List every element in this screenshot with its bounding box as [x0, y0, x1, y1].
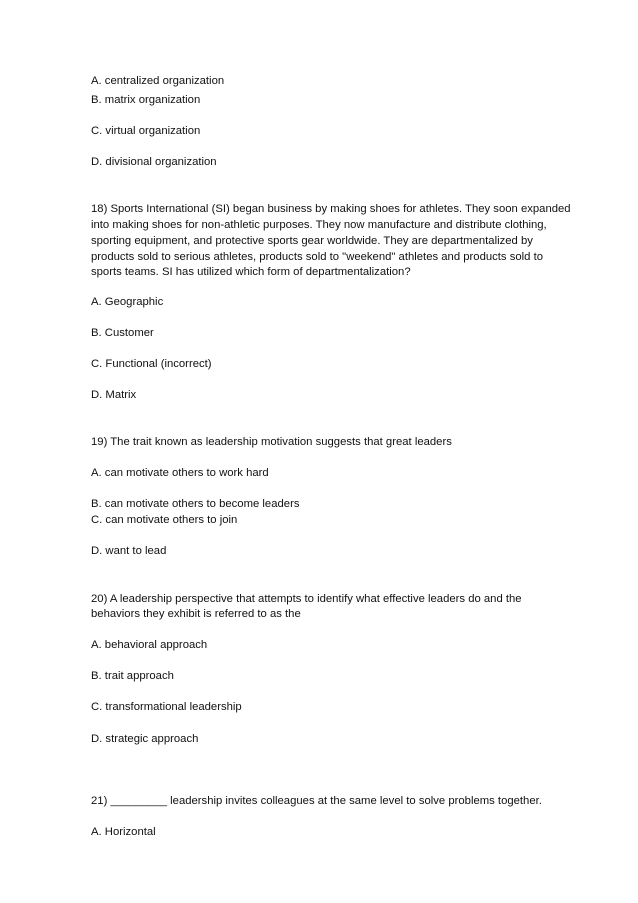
q18-option-c: C. Functional (incorrect)	[91, 358, 212, 370]
q18-option-d: D. Matrix	[91, 389, 137, 401]
q20-option-c: C. transformational leadership	[91, 701, 242, 713]
q21-option-a: A. Horizontal	[91, 826, 156, 838]
q17-option-c: C. virtual organization	[91, 125, 201, 137]
q19-option-d: D. want to lead	[91, 545, 167, 557]
q18-option-a: A. Geographic	[91, 296, 164, 308]
q17-option-b: B. matrix organization	[91, 94, 201, 106]
q20-option-d: D. strategic approach	[91, 733, 199, 745]
q18-stem-line-1: 18) Sports International (SI) began business by making shoes for athletes. They soon expanded	[91, 203, 571, 215]
q18-option-b: B. Customer	[91, 327, 154, 339]
q18-stem-line-4: products sold to serious athletes, products sold to "weekend" athletes and products sold to	[91, 251, 544, 263]
q19-option-b: B. can motivate others to become leaders	[91, 498, 300, 510]
q17-option-a: A. centralized organization	[91, 75, 225, 87]
q20-stem-line-1: 20) A leadership perspective that attempts to identify what effective leaders do and the	[91, 593, 522, 605]
q20-option-a: A. behavioral approach	[91, 639, 208, 651]
q21-stem: 21) _________ leadership invites colleagues at the same level to solve problems together.	[91, 795, 542, 807]
q19-option-a: A. can motivate others to work hard	[91, 467, 269, 479]
q18-stem-line-5: sports teams. SI has utilized which form of departmentalization?	[91, 266, 411, 278]
q20-stem-line-2: behaviors they exhibit is referred to as the	[91, 608, 301, 620]
q20-option-b: B. trait approach	[91, 670, 174, 682]
q19-option-c: C. can motivate others to join	[91, 514, 238, 526]
q19-stem: 19) The trait known as leadership motivation suggests that great leaders	[91, 436, 452, 448]
q18-stem-line-2: into making shoes for non-athletic purposes. They now manufacture and distribute clothing,	[91, 219, 547, 231]
q18-stem-line-3: sporting equipment, and protective sports gear worldwide. They are departmentalized by	[91, 235, 533, 247]
q17-option-d: D. divisional organization	[91, 156, 217, 168]
